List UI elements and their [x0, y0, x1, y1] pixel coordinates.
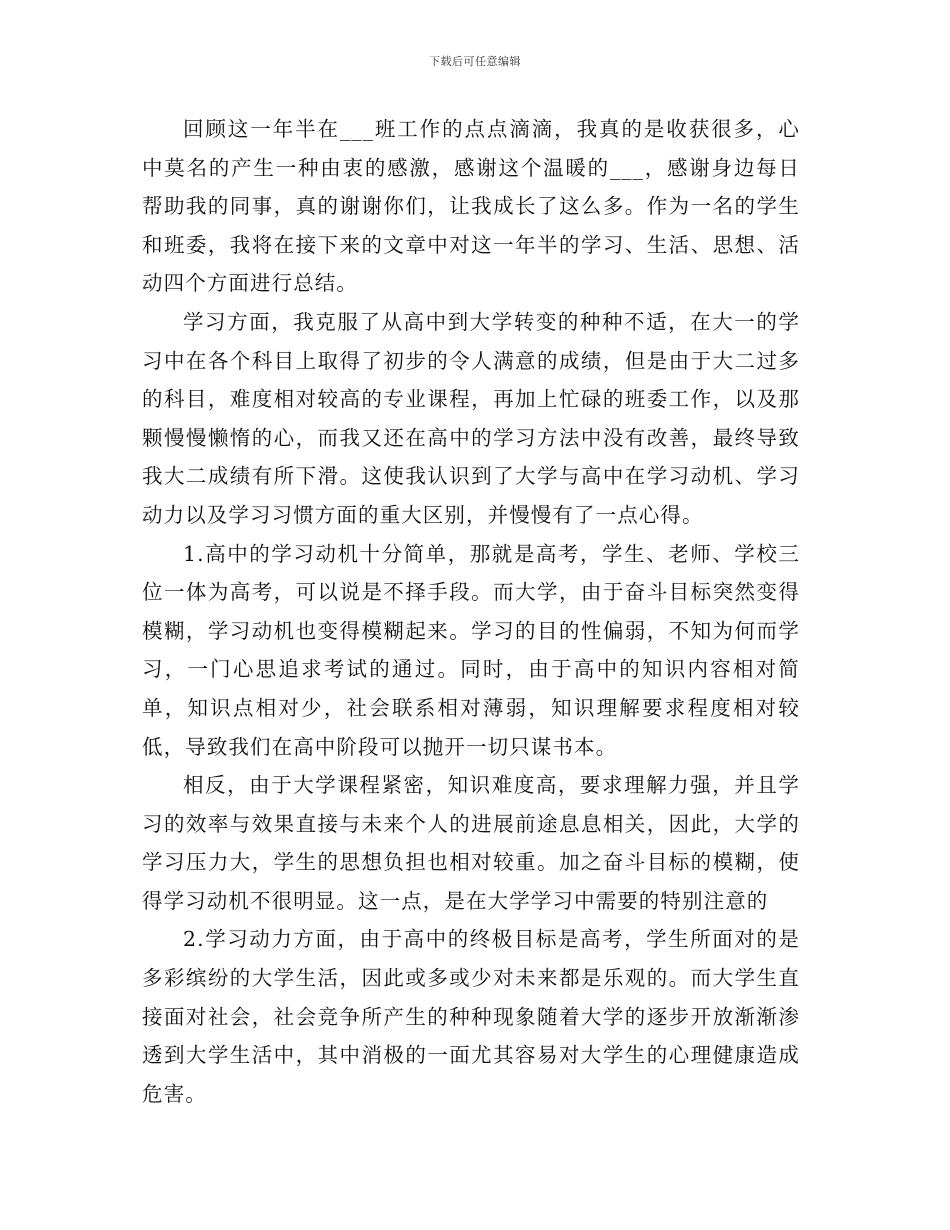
paragraph-contrast: 相反，由于大学课程紧密，知识难度高，要求理解力强，并且学习的效率与效果直接与未来个人的进展前途息息相关，因此，大学的学习压力大，学生的思想负担也相对较重。加之奋斗目标的模糊，使得学习动机不很明显。这一点，是在大学学习中需要的特别注意的 [142, 773, 800, 913]
document-body [142, 110, 800, 1113]
paragraph-review: 回顾这一年半在___班工作的点点滴滴，我真的是收获很多，心中莫名的产生一种由衷的感激，感谢这个温暖的___，感谢身边每日帮助我的同事，真的谢谢你们，让我成长了这么多。作为一名的学生和班委，我将在接下来的文章中对这一年半的学习、生活、思想、活动四个方面进行总结。 [142, 117, 800, 296]
paragraph-drive: 2.学习动力方面，由于高中的终极目标是高考，学生所面对的是多彩缤纷的大学生活，因此或多或少对未来都是乐观的。而大学生直接面对社会，社会竞争所产生的种种现象随着大学的逐步开放渐渐渗透到大学生活中，其中消极的一面尤其容易对大学生的心理健康造成危害。 [142, 927, 800, 1106]
header-note: 下载后可任意编辑 [429, 55, 521, 68]
paragraph-study: 学习方面，我克服了从高中到大学转变的种种不适，在大一的学习中在各个科目上取得了初步的令人满意的成绩，但是由于大二过多的科目，难度相对较高的专业课程，再加上忙碌的班委工作，以及那颗慢慢懒惰的心，而我又还在高中的学习方法中没有改善，最终导致我大二成绩有所下滑。这使我认识到了大学与高中在学习动机、学习动力以及学习习惯方面的重大区别，并慢慢有了一点心得。 [142, 309, 800, 527]
paragraph-motivation: 1.高中的学习动机十分简单，那就是高考，学生、老师、学校三位一体为高考，可以说是不择手段。而大学，由于奋斗目标突然变得模糊，学习动机也变得模糊起来。学习的目的性偏弱，不知为何而学习，一门心思追求考试的通过。同时，由于高中的知识内容相对简单，知识点相对少，社会联系相对薄弱，知识理解要求程度相对较低，导致我们在高中阶段可以抛开一切只谋书本。 [142, 541, 800, 759]
